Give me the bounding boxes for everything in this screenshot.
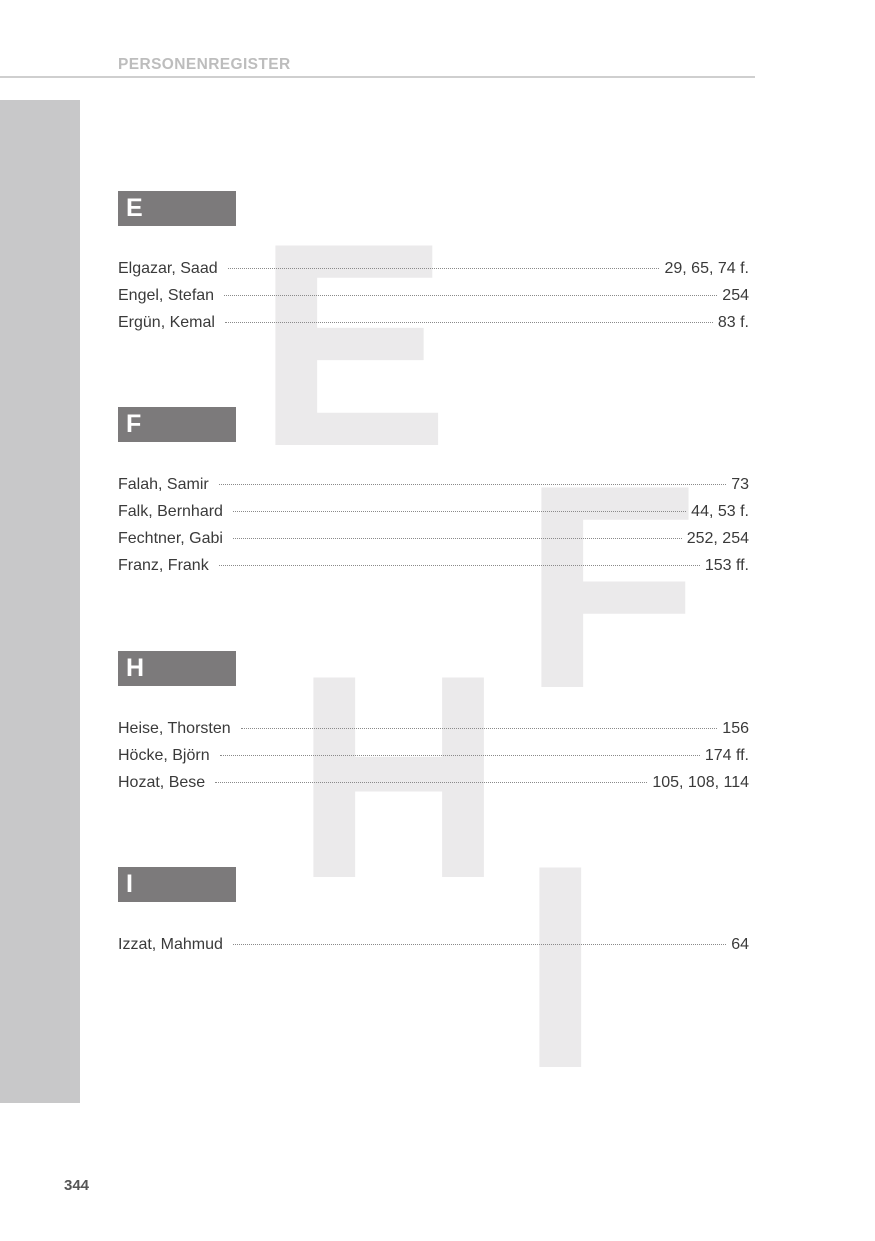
entry-pages: 29, 65, 74 f. (664, 260, 749, 277)
entry-name: Hozat, Bese (118, 774, 206, 791)
entry-name: Heise, Thorsten (118, 720, 231, 737)
index-entry (118, 557, 749, 584)
watermark-letter-h: H (294, 615, 504, 939)
index-entry (118, 720, 749, 747)
entry-name: Franz, Frank (118, 557, 209, 574)
running-head-title: PERSONENREGISTER (118, 56, 291, 73)
index-entry (118, 260, 749, 287)
section-heading-f: F (118, 407, 236, 442)
entry-pages: 83 f. (717, 314, 749, 331)
leader-dots (224, 295, 717, 296)
index-entry (118, 530, 749, 557)
entry-pages: 64 (731, 936, 749, 953)
index-entry (118, 476, 749, 503)
section-entries-i (118, 936, 749, 963)
entry-name: Elgazar, Saad (118, 260, 218, 277)
entry-name: Izzat, Mahmud (118, 936, 223, 953)
leader-dots (228, 268, 660, 269)
entry-pages: 44, 53 f. (691, 503, 749, 520)
entry-pages: 73 (731, 476, 749, 493)
entry-name: Falk, Bernhard (118, 503, 223, 520)
entry-name: Fechtner, Gabi (118, 530, 223, 547)
entry-pages: 156 (722, 720, 749, 737)
page-number: 344 (64, 1177, 90, 1194)
section-heading-e: E (118, 191, 236, 226)
entry-name: Ergün, Kemal (118, 314, 215, 331)
leader-dots (241, 728, 718, 729)
watermark-letter-i: I (520, 805, 601, 1129)
leader-dots (225, 322, 713, 323)
entry-pages: 105, 108, 114 (652, 774, 749, 791)
section-entries-h (118, 720, 749, 801)
index-entry (118, 287, 749, 314)
leader-dots (219, 565, 700, 566)
leader-dots (233, 511, 686, 512)
entry-pages: 254 (722, 287, 749, 304)
leader-dots (233, 538, 682, 539)
watermark-letter-e: E (256, 183, 450, 507)
entry-pages: 252, 254 (686, 530, 749, 547)
leader-dots (233, 944, 726, 945)
index-entry (118, 503, 749, 530)
index-entry (118, 774, 749, 801)
index-entry (118, 314, 749, 341)
section-heading-h: H (118, 651, 236, 686)
section-entries-e (118, 260, 749, 341)
index-entry (118, 936, 749, 963)
leader-dots (219, 484, 727, 485)
entry-name: Falah, Samir (118, 476, 209, 493)
entry-pages: 153 ff. (704, 557, 749, 574)
watermark-letter-f: F (522, 425, 700, 749)
entry-name: Engel, Stefan (118, 287, 215, 304)
entry-name: Höcke, Björn (118, 747, 210, 764)
leader-dots (220, 755, 700, 756)
leader-dots (215, 782, 647, 783)
section-entries-f (118, 476, 749, 584)
header-rule (0, 76, 755, 78)
section-heading-i: I (118, 867, 236, 902)
entry-pages: 174 ff. (704, 747, 749, 764)
index-entry (118, 747, 749, 774)
side-strip (0, 100, 80, 1103)
